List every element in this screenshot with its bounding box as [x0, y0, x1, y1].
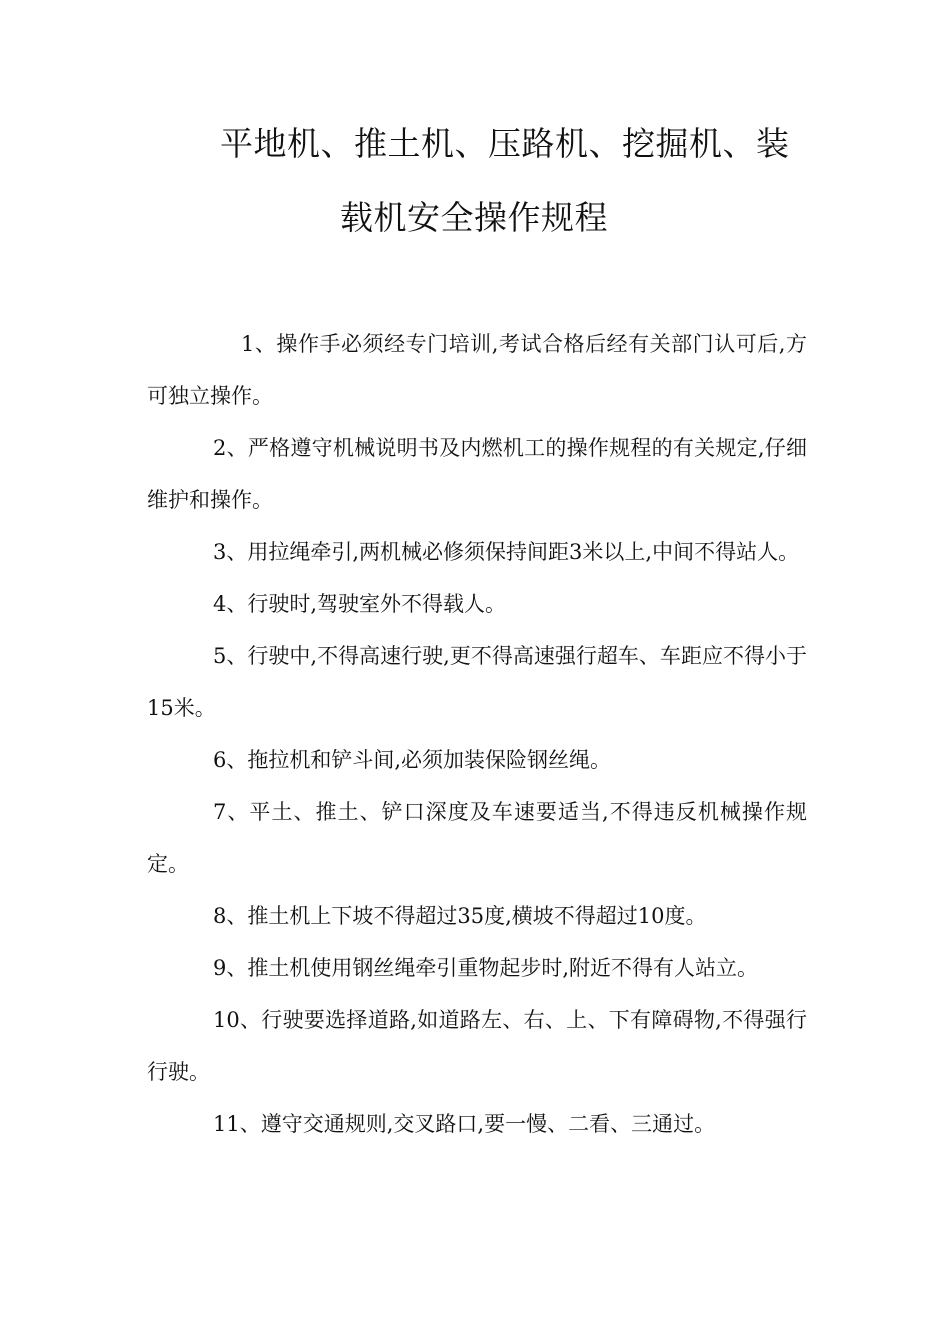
- rule-paragraph-7: 7、平土、推土、铲口深度及车速要适当,不得违反机械操作规定。: [147, 800, 807, 876]
- rule-paragraph-9: 9、推土机使用钢丝绳牵引重物起步时,附近不得有人站立。: [213, 956, 759, 980]
- document-body: [147, 318, 807, 1150]
- rule-paragraph-4: 4、行驶时,驾驶室外不得载人。: [213, 592, 507, 616]
- rule-paragraph-10: 10、行驶要选择道路,如道路左、右、上、下有障碍物,不得强行行驶。: [147, 1008, 807, 1084]
- rule-paragraph-2: 2、严格遵守机械说明书及内燃机工的操作规程的有关规定,仔细维护和操作。: [147, 436, 807, 512]
- rule-paragraph-8: 8、推土机上下坡不得超过35度,横坡不得超过10度。: [213, 904, 707, 928]
- rule-paragraph-11: 11、遵守交通规则,交叉路口,要一慢、二看、三通过。: [213, 1112, 716, 1136]
- document-title-line-2: 载机安全操作规程: [340, 198, 608, 237]
- document-title-line-1: 平地机、推土机、压路机、挖掘机、装: [220, 124, 790, 163]
- rule-paragraph-5: 5、行驶中,不得高速行驶,更不得高速强行超车、车距应不得小于15米。: [147, 644, 807, 720]
- rule-paragraph-1: 1、操作手必须经专门培训,考试合格后经有关部门认可后,方可独立操作。: [147, 332, 807, 408]
- rule-paragraph-3: 3、用拉绳牵引,两机械必修须保持间距3米以上,中间不得站人。: [213, 540, 800, 564]
- rule-paragraph-6: 6、拖拉机和铲斗间,必须加装保险钢丝绳。: [213, 748, 612, 772]
